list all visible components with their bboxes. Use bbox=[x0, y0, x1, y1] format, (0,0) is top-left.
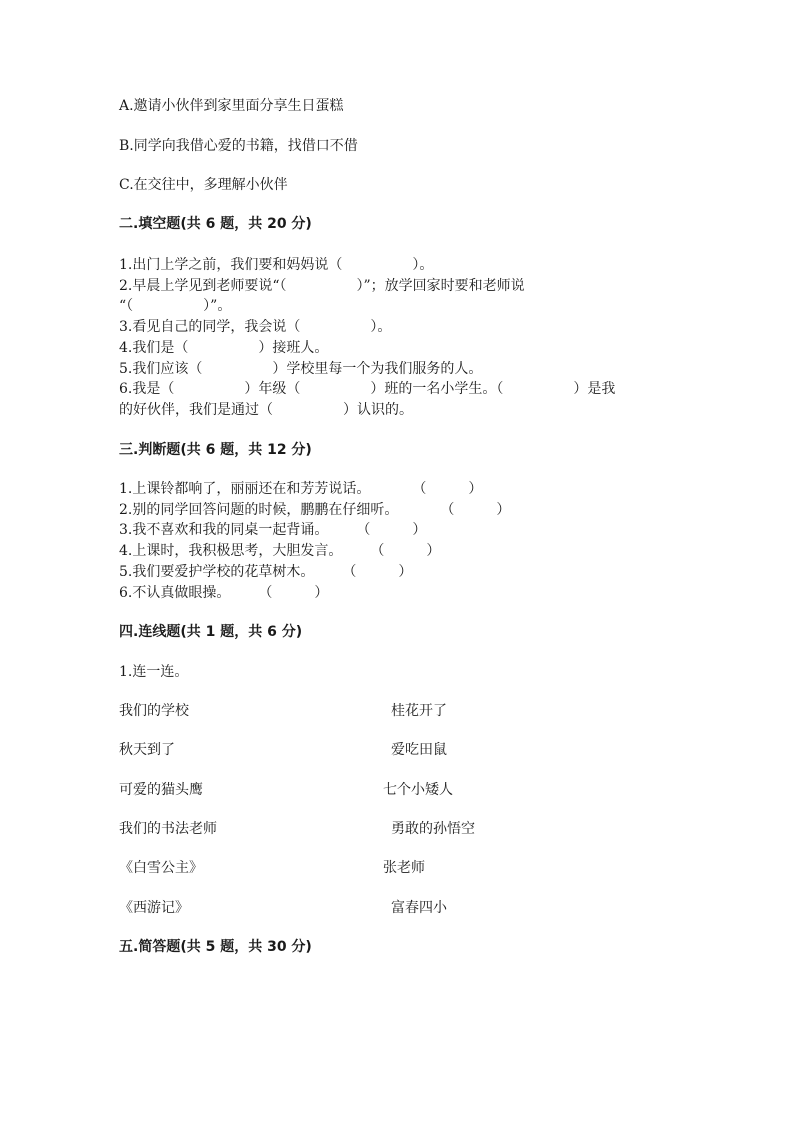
judge-item-5: 5.我们要爱护学校的花草树木。 （ ） bbox=[119, 564, 413, 580]
match-right-1: 桂花开了 bbox=[391, 703, 447, 719]
fill-item-2: 2.早晨上学见到老师要说“（ ）”；放学回家时要和老师说 bbox=[119, 278, 525, 294]
match-left-5: 《白雪公主》 bbox=[119, 860, 203, 876]
section-3-title: 三.判断题(共 6 题，共 12 分) bbox=[119, 442, 312, 458]
fill-item-3: 3.看见自己的同学，我会说（ ）。 bbox=[119, 319, 392, 335]
match-right-4: 勇敢的孙悟空 bbox=[391, 821, 475, 837]
option-b: B.同学向我借心爱的书籍，找借口不借 bbox=[119, 138, 358, 154]
match-question: 1.连一连。 bbox=[119, 664, 189, 680]
judge-item-3: 3.我不喜欢和我的同桌一起背诵。 （ ） bbox=[119, 522, 427, 538]
match-right-3: 七个小矮人 bbox=[383, 782, 453, 798]
match-left-2: 秋天到了 bbox=[119, 742, 175, 758]
option-a: A.邀请小伙伴到家里面分享生日蛋糕 bbox=[119, 98, 344, 114]
match-left-6: 《西游记》 bbox=[119, 900, 189, 916]
match-right-5: 张老师 bbox=[383, 860, 425, 876]
section-2-title: 二.填空题(共 6 题，共 20 分) bbox=[119, 216, 312, 232]
section-4-title: 四.连线题(共 1 题，共 6 分) bbox=[119, 624, 303, 640]
match-left-3: 可爱的猫头鹰 bbox=[119, 782, 203, 798]
match-left-1: 我们的学校 bbox=[119, 703, 189, 719]
section-5-title: 五.简答题(共 5 题，共 30 分) bbox=[119, 939, 312, 955]
fill-item-6: 6.我是（ ）年级（ ）班的一名小学生。（ ）是我 bbox=[119, 381, 616, 397]
fill-item-1: 1.出门上学之前，我们要和妈妈说（ ）。 bbox=[119, 257, 434, 273]
fill-item-6-cont: 的好伙伴，我们是通过（ ）认识的。 bbox=[119, 402, 413, 418]
match-right-2: 爱吃田鼠 bbox=[391, 742, 447, 758]
fill-item-4: 4.我们是（ ）接班人。 bbox=[119, 340, 329, 356]
match-right-6: 富春四小 bbox=[391, 900, 447, 916]
match-left-4: 我们的书法老师 bbox=[119, 821, 217, 837]
option-c: C.在交往中，多理解小伙伴 bbox=[119, 177, 288, 193]
judge-item-6: 6.不认真做眼操。 （ ） bbox=[119, 585, 329, 601]
judge-item-4: 4.上课时，我积极思考，大胆发言。 （ ） bbox=[119, 543, 441, 559]
judge-item-1: 1.上课铃都响了，丽丽还在和芳芳说话。 （ ） bbox=[119, 481, 483, 497]
fill-item-5: 5.我们应该（ ）学校里每一个为我们服务的人。 bbox=[119, 361, 483, 377]
judge-item-2: 2.别的同学回答问题的时候，鹏鹏在仔细听。 （ ） bbox=[119, 502, 511, 518]
fill-item-2-cont: “（ ）”。 bbox=[119, 298, 232, 314]
